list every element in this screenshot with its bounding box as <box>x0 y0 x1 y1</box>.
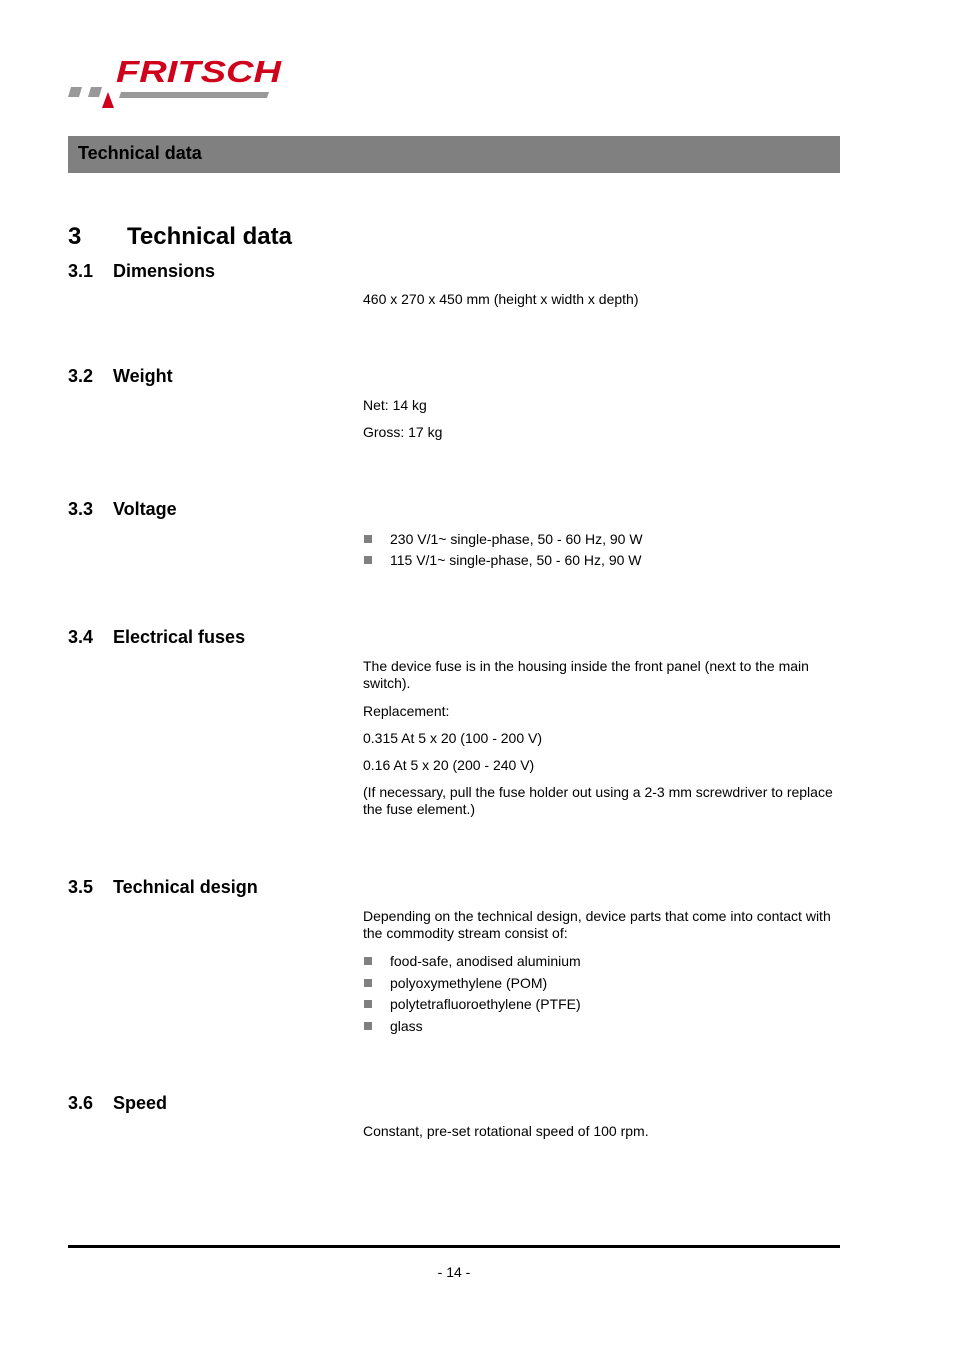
chapter-title: Technical data <box>127 223 292 250</box>
header-title: Technical data <box>78 143 202 163</box>
page-number: - 14 - <box>437 1264 471 1280</box>
section-title: Weight <box>113 366 173 386</box>
dimensions-text: 460 x 270 x 450 mm (height x width x depth) <box>363 291 639 307</box>
fritsch-logo <box>68 52 283 112</box>
fuse-note-text: (If necessary, pull the fuse holder out using a 2-3 mm screwdriver to replace the fuse element.) <box>363 784 833 817</box>
section-number: 3.5 <box>68 877 94 897</box>
list-item-text: polyoxymethylene (POM) <box>390 975 548 991</box>
section-title: Technical design <box>113 877 258 897</box>
footer-divider <box>68 1245 840 1248</box>
section-number: 3.2 <box>68 366 94 386</box>
square-bullet-icon <box>364 535 372 543</box>
logo-wordmark: FRITSCH <box>116 54 282 89</box>
section-number: 3.6 <box>68 1093 94 1113</box>
section-number: 3.1 <box>68 261 94 281</box>
fuse-location-text: The device fuse is in the housing inside the front panel (next to the main switch). <box>363 658 809 691</box>
speed-text: Constant, pre-set rotational speed of 100 rpm. <box>363 1123 649 1139</box>
list-item-text: glass <box>390 1018 423 1034</box>
list-item-text: 230 V/1~ single-phase, 50 - 60 Hz, 90 W <box>390 531 643 547</box>
section-title: Dimensions <box>113 261 216 281</box>
weight-gross-text: Gross: 17 kg <box>363 424 443 440</box>
section-number: 3.3 <box>68 499 94 519</box>
fuse-spec-high: 0.16 At 5 x 20 (200 - 240 V) <box>363 757 535 773</box>
list-item-text: polytetrafluoroethylene (PTFE) <box>390 996 581 1012</box>
square-bullet-icon <box>364 1022 372 1030</box>
section-number: 3.4 <box>68 627 94 647</box>
list-item-text: 115 V/1~ single-phase, 50 - 60 Hz, 90 W <box>390 552 642 568</box>
section-header-band <box>68 136 840 173</box>
section-title: Electrical fuses <box>113 627 246 647</box>
fritsch-logo-graphic <box>68 52 283 112</box>
section-title: Speed <box>113 1093 168 1113</box>
fuse-replacement-label: Replacement: <box>363 703 450 719</box>
square-bullet-icon <box>364 1000 372 1008</box>
square-bullet-icon <box>364 979 372 987</box>
weight-net-text: Net: 14 kg <box>363 397 427 413</box>
chapter-number: 3 <box>68 223 82 250</box>
fuse-spec-low: 0.315 At 5 x 20 (100 - 200 V) <box>363 730 543 746</box>
square-bullet-icon <box>364 957 372 965</box>
square-bullet-icon <box>364 556 372 564</box>
section-title: Voltage <box>113 499 177 519</box>
list-item-text: food-safe, anodised aluminium <box>390 953 581 969</box>
technical-design-text: Depending on the technical design, device parts that come into contact with the commodity stream consist of: <box>363 908 831 941</box>
